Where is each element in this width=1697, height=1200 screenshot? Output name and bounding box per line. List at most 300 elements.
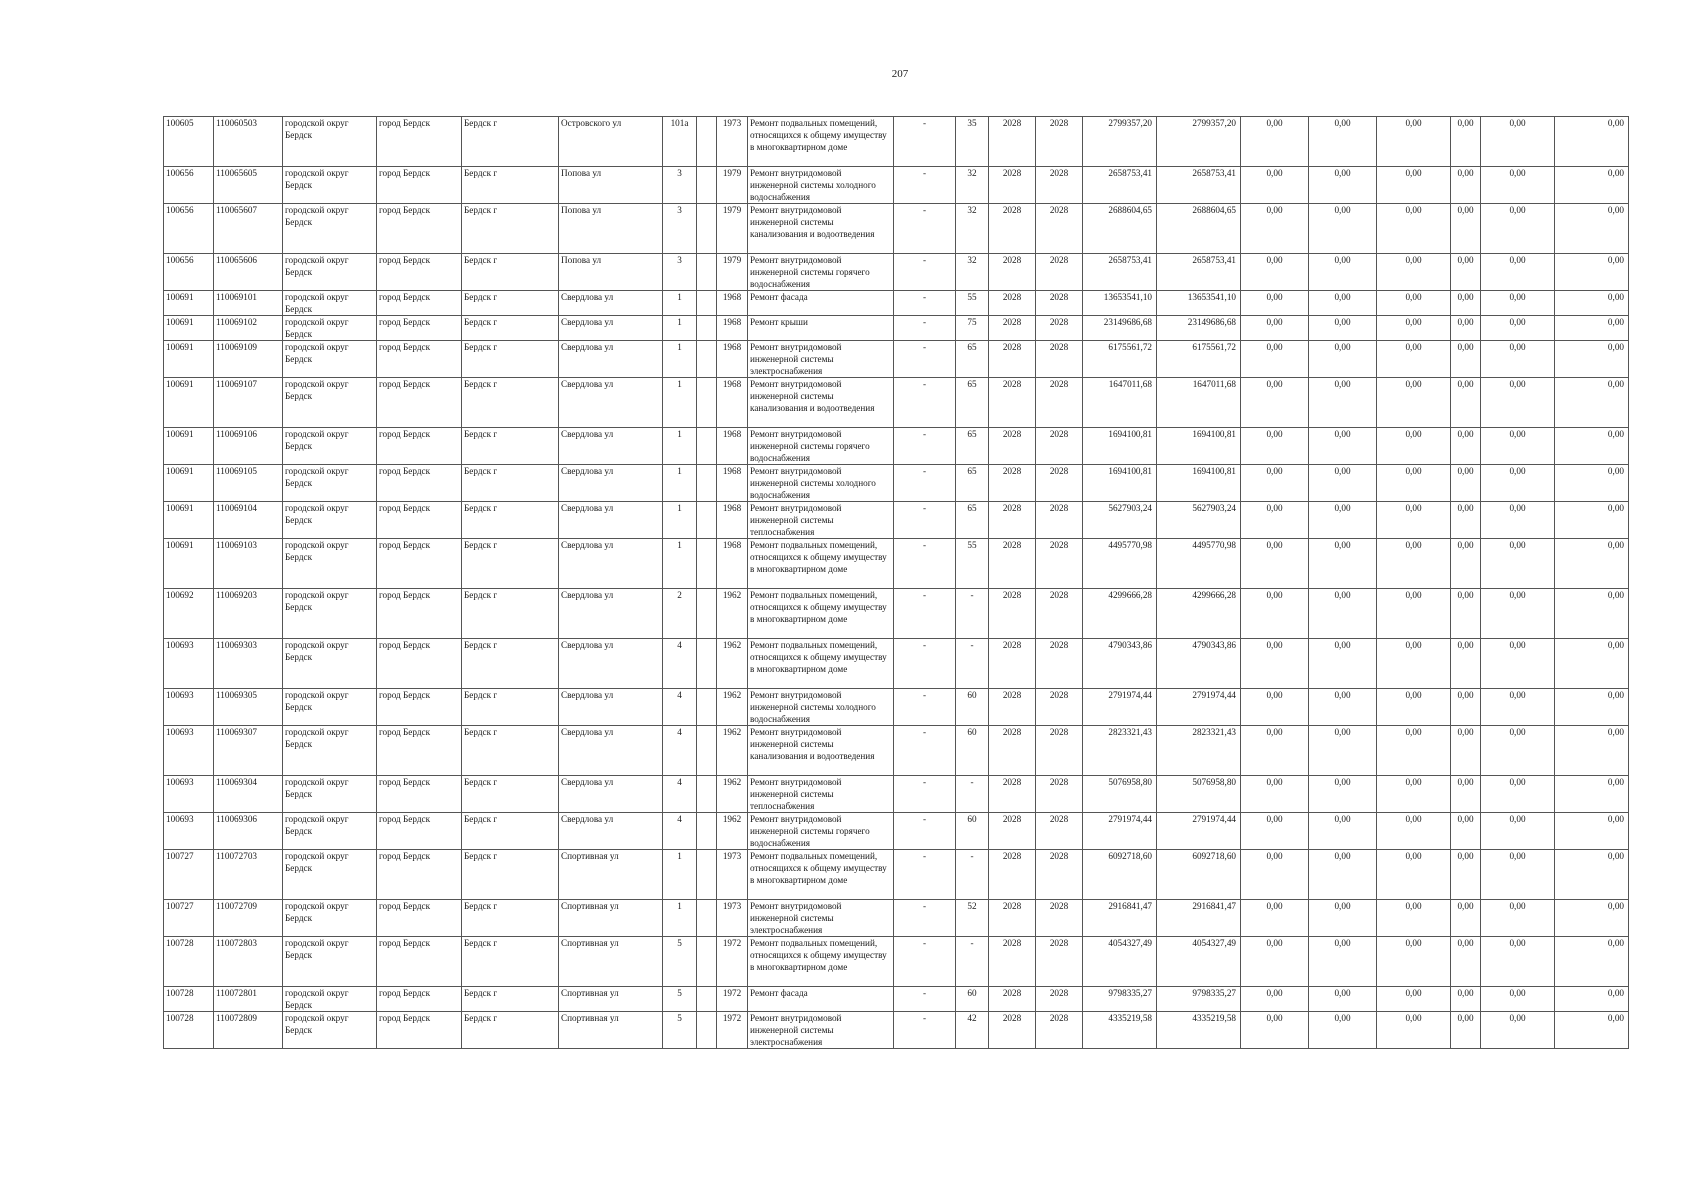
plan-year-start-cell: 2028 bbox=[989, 378, 1036, 428]
amount-cell: 0,00 bbox=[1309, 465, 1377, 502]
amount-cell: 0,00 bbox=[1241, 776, 1309, 813]
street-cell: Свердлова ул bbox=[559, 291, 663, 316]
table-row bbox=[164, 378, 1629, 428]
total-cost-cell: 2688604,65 bbox=[1083, 204, 1157, 254]
municipality-cell: город Бердск bbox=[377, 117, 462, 167]
street-cell: Свердлова ул bbox=[559, 776, 663, 813]
district-cell: городской округ Бердск bbox=[283, 204, 377, 254]
total-cost-cell: 2791974,44 bbox=[1083, 689, 1157, 726]
locality-cell: Бердск г bbox=[462, 937, 559, 987]
amount-cell: 0,00 bbox=[1377, 502, 1451, 539]
amount-cell: 0,00 bbox=[1555, 726, 1629, 776]
build-year-cell: 1968 bbox=[717, 291, 748, 316]
fund-cost-cell: 5076958,80 bbox=[1157, 776, 1241, 813]
amount-cell: 0,00 bbox=[1481, 539, 1555, 589]
fund-cost-cell: 4495770,98 bbox=[1157, 539, 1241, 589]
municipality-cell: город Бердск bbox=[377, 850, 462, 900]
district-cell: городской округ Бердск bbox=[283, 639, 377, 689]
street-cell: Свердлова ул bbox=[559, 316, 663, 341]
house-number-cell: 2 bbox=[663, 589, 697, 639]
build-year-cell: 1968 bbox=[717, 378, 748, 428]
municipality-cell: город Бердск bbox=[377, 589, 462, 639]
dash-cell: - bbox=[894, 502, 956, 539]
plan-year-start-cell: 2028 bbox=[989, 639, 1036, 689]
district-cell: городской округ Бердск bbox=[283, 465, 377, 502]
building-id-cell: 100691 bbox=[164, 316, 214, 341]
amount-cell: 0,00 bbox=[1241, 254, 1309, 291]
locality-cell: Бердск г bbox=[462, 316, 559, 341]
work-type-cell: Ремонт подвальных помещений, относящихся к общему имуществу в многоквартирном доме bbox=[748, 589, 894, 639]
plan-year-end-cell: 2028 bbox=[1036, 1012, 1083, 1049]
build-year-cell: 1973 bbox=[717, 900, 748, 937]
amount-cell: 0,00 bbox=[1377, 726, 1451, 776]
total-cost-cell: 4054327,49 bbox=[1083, 937, 1157, 987]
amount-cell: 0,00 bbox=[1555, 539, 1629, 589]
plan-year-end-cell: 2028 bbox=[1036, 589, 1083, 639]
amount-cell: 0,00 bbox=[1309, 726, 1377, 776]
plan-year-start-cell: 2028 bbox=[989, 316, 1036, 341]
amount-cell: 0,00 bbox=[1481, 589, 1555, 639]
wear-percent-cell: 42 bbox=[956, 1012, 989, 1049]
table-row bbox=[164, 937, 1629, 987]
amount-cell: 0,00 bbox=[1241, 900, 1309, 937]
amount-cell: 0,00 bbox=[1451, 167, 1481, 204]
building-id-cell: 100691 bbox=[164, 539, 214, 589]
plan-year-start-cell: 2028 bbox=[989, 428, 1036, 465]
amount-cell: 0,00 bbox=[1241, 465, 1309, 502]
amount-cell: 0,00 bbox=[1309, 589, 1377, 639]
repair-register-table bbox=[163, 116, 1629, 1049]
amount-cell: 0,00 bbox=[1377, 539, 1451, 589]
building-id-cell: 100693 bbox=[164, 689, 214, 726]
plan-year-start-cell: 2028 bbox=[989, 539, 1036, 589]
dash-cell: - bbox=[894, 167, 956, 204]
building-id-cell: 100727 bbox=[164, 850, 214, 900]
total-cost-cell: 2658753,41 bbox=[1083, 254, 1157, 291]
amount-cell: 0,00 bbox=[1481, 900, 1555, 937]
district-cell: городской округ Бердск bbox=[283, 428, 377, 465]
amount-cell: 0,00 bbox=[1309, 378, 1377, 428]
amount-cell: 0,00 bbox=[1555, 850, 1629, 900]
amount-cell: 0,00 bbox=[1377, 341, 1451, 378]
street-cell: Свердлова ул bbox=[559, 589, 663, 639]
total-cost-cell: 5076958,80 bbox=[1083, 776, 1157, 813]
amount-cell: 0,00 bbox=[1241, 117, 1309, 167]
locality-cell: Бердск г bbox=[462, 589, 559, 639]
amount-cell: 0,00 bbox=[1481, 428, 1555, 465]
empty-cell bbox=[697, 900, 717, 937]
work-type-cell: Ремонт внутридомовой инженерной системы холодного водоснабжения bbox=[748, 167, 894, 204]
amount-cell: 0,00 bbox=[1481, 117, 1555, 167]
amount-cell: 0,00 bbox=[1241, 316, 1309, 341]
street-cell: Свердлова ул bbox=[559, 726, 663, 776]
municipality-cell: город Бердск bbox=[377, 254, 462, 291]
locality-cell: Бердск г bbox=[462, 1012, 559, 1049]
plan-year-start-cell: 2028 bbox=[989, 776, 1036, 813]
work-code-cell: 110069306 bbox=[214, 813, 283, 850]
house-number-cell: 1 bbox=[663, 539, 697, 589]
locality-cell: Бердск г bbox=[462, 639, 559, 689]
plan-year-start-cell: 2028 bbox=[989, 465, 1036, 502]
dash-cell: - bbox=[894, 937, 956, 987]
amount-cell: 0,00 bbox=[1555, 1012, 1629, 1049]
plan-year-start-cell: 2028 bbox=[989, 1012, 1036, 1049]
total-cost-cell: 4335219,58 bbox=[1083, 1012, 1157, 1049]
table-row bbox=[164, 850, 1629, 900]
total-cost-cell: 6175561,72 bbox=[1083, 341, 1157, 378]
district-cell: городской округ Бердск bbox=[283, 502, 377, 539]
amount-cell: 0,00 bbox=[1555, 589, 1629, 639]
district-cell: городской округ Бердск bbox=[283, 167, 377, 204]
table-row bbox=[164, 291, 1629, 316]
wear-percent-cell: - bbox=[956, 639, 989, 689]
municipality-cell: город Бердск bbox=[377, 378, 462, 428]
street-cell: Спортивная ул bbox=[559, 850, 663, 900]
house-number-cell: 4 bbox=[663, 776, 697, 813]
locality-cell: Бердск г bbox=[462, 291, 559, 316]
empty-cell bbox=[697, 167, 717, 204]
wear-percent-cell: 65 bbox=[956, 378, 989, 428]
street-cell: Спортивная ул bbox=[559, 987, 663, 1012]
district-cell: городской округ Бердск bbox=[283, 776, 377, 813]
plan-year-end-cell: 2028 bbox=[1036, 987, 1083, 1012]
work-code-cell: 110069304 bbox=[214, 776, 283, 813]
table-row bbox=[164, 254, 1629, 291]
total-cost-cell: 1647011,68 bbox=[1083, 378, 1157, 428]
locality-cell: Бердск г bbox=[462, 726, 559, 776]
house-number-cell: 1 bbox=[663, 850, 697, 900]
amount-cell: 0,00 bbox=[1481, 291, 1555, 316]
work-type-cell: Ремонт внутридомовой инженерной системы электроснабжения bbox=[748, 341, 894, 378]
amount-cell: 0,00 bbox=[1309, 167, 1377, 204]
municipality-cell: город Бердск bbox=[377, 465, 462, 502]
amount-cell: 0,00 bbox=[1309, 254, 1377, 291]
fund-cost-cell: 6092718,60 bbox=[1157, 850, 1241, 900]
municipality-cell: город Бердск bbox=[377, 813, 462, 850]
dash-cell: - bbox=[894, 987, 956, 1012]
amount-cell: 0,00 bbox=[1555, 428, 1629, 465]
amount-cell: 0,00 bbox=[1451, 428, 1481, 465]
house-number-cell: 1 bbox=[663, 428, 697, 465]
plan-year-start-cell: 2028 bbox=[989, 589, 1036, 639]
locality-cell: Бердск г bbox=[462, 465, 559, 502]
plan-year-end-cell: 2028 bbox=[1036, 291, 1083, 316]
amount-cell: 0,00 bbox=[1555, 117, 1629, 167]
amount-cell: 0,00 bbox=[1241, 937, 1309, 987]
dash-cell: - bbox=[894, 291, 956, 316]
work-type-cell: Ремонт внутридомовой инженерной системы канализования и водоотведения bbox=[748, 204, 894, 254]
locality-cell: Бердск г bbox=[462, 254, 559, 291]
build-year-cell: 1962 bbox=[717, 689, 748, 726]
dash-cell: - bbox=[894, 689, 956, 726]
build-year-cell: 1968 bbox=[717, 341, 748, 378]
district-cell: городской округ Бердск bbox=[283, 900, 377, 937]
plan-year-start-cell: 2028 bbox=[989, 987, 1036, 1012]
work-code-cell: 110072703 bbox=[214, 850, 283, 900]
district-cell: городской округ Бердск bbox=[283, 291, 377, 316]
wear-percent-cell: - bbox=[956, 937, 989, 987]
work-type-cell: Ремонт фасада bbox=[748, 291, 894, 316]
work-type-cell: Ремонт внутридомовой инженерной системы холодного водоснабжения bbox=[748, 689, 894, 726]
amount-cell: 0,00 bbox=[1481, 341, 1555, 378]
total-cost-cell: 13653541,10 bbox=[1083, 291, 1157, 316]
district-cell: городской округ Бердск bbox=[283, 539, 377, 589]
plan-year-start-cell: 2028 bbox=[989, 254, 1036, 291]
amount-cell: 0,00 bbox=[1481, 465, 1555, 502]
fund-cost-cell: 2916841,47 bbox=[1157, 900, 1241, 937]
amount-cell: 0,00 bbox=[1451, 589, 1481, 639]
amount-cell: 0,00 bbox=[1377, 167, 1451, 204]
amount-cell: 0,00 bbox=[1555, 900, 1629, 937]
plan-year-end-cell: 2028 bbox=[1036, 465, 1083, 502]
dash-cell: - bbox=[894, 589, 956, 639]
empty-cell bbox=[697, 254, 717, 291]
table-row bbox=[164, 117, 1629, 167]
amount-cell: 0,00 bbox=[1451, 254, 1481, 291]
empty-cell bbox=[697, 502, 717, 539]
empty-cell bbox=[697, 589, 717, 639]
fund-cost-cell: 2658753,41 bbox=[1157, 167, 1241, 204]
amount-cell: 0,00 bbox=[1241, 689, 1309, 726]
amount-cell: 0,00 bbox=[1241, 1012, 1309, 1049]
wear-percent-cell: - bbox=[956, 850, 989, 900]
street-cell: Свердлова ул bbox=[559, 813, 663, 850]
work-code-cell: 110065606 bbox=[214, 254, 283, 291]
locality-cell: Бердск г bbox=[462, 428, 559, 465]
district-cell: городской округ Бердск bbox=[283, 254, 377, 291]
municipality-cell: город Бердск bbox=[377, 291, 462, 316]
amount-cell: 0,00 bbox=[1555, 291, 1629, 316]
locality-cell: Бердск г bbox=[462, 341, 559, 378]
build-year-cell: 1962 bbox=[717, 726, 748, 776]
wear-percent-cell: 65 bbox=[956, 428, 989, 465]
house-number-cell: 5 bbox=[663, 937, 697, 987]
build-year-cell: 1979 bbox=[717, 204, 748, 254]
municipality-cell: город Бердск bbox=[377, 316, 462, 341]
house-number-cell: 4 bbox=[663, 813, 697, 850]
wear-percent-cell: 55 bbox=[956, 539, 989, 589]
total-cost-cell: 23149686,68 bbox=[1083, 316, 1157, 341]
amount-cell: 0,00 bbox=[1309, 689, 1377, 726]
house-number-cell: 3 bbox=[663, 204, 697, 254]
work-type-cell: Ремонт подвальных помещений, относящихся к общему имуществу в многоквартирном доме bbox=[748, 117, 894, 167]
amount-cell: 0,00 bbox=[1451, 850, 1481, 900]
empty-cell bbox=[697, 639, 717, 689]
amount-cell: 0,00 bbox=[1481, 639, 1555, 689]
amount-cell: 0,00 bbox=[1451, 1012, 1481, 1049]
total-cost-cell: 9798335,27 bbox=[1083, 987, 1157, 1012]
municipality-cell: город Бердск bbox=[377, 987, 462, 1012]
wear-percent-cell: 32 bbox=[956, 204, 989, 254]
building-id-cell: 100727 bbox=[164, 900, 214, 937]
plan-year-start-cell: 2028 bbox=[989, 291, 1036, 316]
amount-cell: 0,00 bbox=[1309, 987, 1377, 1012]
build-year-cell: 1968 bbox=[717, 428, 748, 465]
build-year-cell: 1968 bbox=[717, 539, 748, 589]
build-year-cell: 1968 bbox=[717, 502, 748, 539]
table-row bbox=[164, 167, 1629, 204]
fund-cost-cell: 1694100,81 bbox=[1157, 428, 1241, 465]
district-cell: городской округ Бердск bbox=[283, 726, 377, 776]
amount-cell: 0,00 bbox=[1451, 316, 1481, 341]
building-id-cell: 100691 bbox=[164, 502, 214, 539]
locality-cell: Бердск г bbox=[462, 813, 559, 850]
total-cost-cell: 6092718,60 bbox=[1083, 850, 1157, 900]
building-id-cell: 100693 bbox=[164, 776, 214, 813]
work-type-cell: Ремонт внутридомовой инженерной системы горячего водоснабжения bbox=[748, 428, 894, 465]
work-code-cell: 110069307 bbox=[214, 726, 283, 776]
empty-cell bbox=[697, 776, 717, 813]
house-number-cell: 4 bbox=[663, 726, 697, 776]
build-year-cell: 1962 bbox=[717, 776, 748, 813]
total-cost-cell: 4299666,28 bbox=[1083, 589, 1157, 639]
street-cell: Свердлова ул bbox=[559, 341, 663, 378]
amount-cell: 0,00 bbox=[1481, 987, 1555, 1012]
table-row bbox=[164, 341, 1629, 378]
work-code-cell: 110065605 bbox=[214, 167, 283, 204]
amount-cell: 0,00 bbox=[1241, 589, 1309, 639]
plan-year-end-cell: 2028 bbox=[1036, 539, 1083, 589]
wear-percent-cell: 55 bbox=[956, 291, 989, 316]
amount-cell: 0,00 bbox=[1451, 726, 1481, 776]
district-cell: городской округ Бердск bbox=[283, 689, 377, 726]
build-year-cell: 1962 bbox=[717, 813, 748, 850]
amount-cell: 0,00 bbox=[1309, 428, 1377, 465]
plan-year-end-cell: 2028 bbox=[1036, 341, 1083, 378]
build-year-cell: 1979 bbox=[717, 167, 748, 204]
amount-cell: 0,00 bbox=[1377, 465, 1451, 502]
building-id-cell: 100693 bbox=[164, 726, 214, 776]
work-code-cell: 110069104 bbox=[214, 502, 283, 539]
build-year-cell: 1968 bbox=[717, 465, 748, 502]
amount-cell: 0,00 bbox=[1241, 813, 1309, 850]
plan-year-start-cell: 2028 bbox=[989, 726, 1036, 776]
amount-cell: 0,00 bbox=[1377, 900, 1451, 937]
plan-year-end-cell: 2028 bbox=[1036, 850, 1083, 900]
amount-cell: 0,00 bbox=[1377, 589, 1451, 639]
amount-cell: 0,00 bbox=[1377, 254, 1451, 291]
wear-percent-cell: - bbox=[956, 589, 989, 639]
dash-cell: - bbox=[894, 428, 956, 465]
work-type-cell: Ремонт внутридомовой инженерной системы теплоснабжения bbox=[748, 502, 894, 539]
work-code-cell: 110069101 bbox=[214, 291, 283, 316]
municipality-cell: город Бердск bbox=[377, 167, 462, 204]
plan-year-end-cell: 2028 bbox=[1036, 689, 1083, 726]
table-row bbox=[164, 900, 1629, 937]
plan-year-end-cell: 2028 bbox=[1036, 502, 1083, 539]
table-row bbox=[164, 689, 1629, 726]
street-cell: Свердлова ул bbox=[559, 639, 663, 689]
house-number-cell: 1 bbox=[663, 465, 697, 502]
amount-cell: 0,00 bbox=[1309, 502, 1377, 539]
amount-cell: 0,00 bbox=[1377, 689, 1451, 726]
work-type-cell: Ремонт внутридомовой инженерной системы электроснабжения bbox=[748, 1012, 894, 1049]
amount-cell: 0,00 bbox=[1377, 937, 1451, 987]
amount-cell: 0,00 bbox=[1241, 167, 1309, 204]
dash-cell: - bbox=[894, 465, 956, 502]
table-row bbox=[164, 316, 1629, 341]
dash-cell: - bbox=[894, 900, 956, 937]
amount-cell: 0,00 bbox=[1481, 254, 1555, 291]
building-id-cell: 100693 bbox=[164, 639, 214, 689]
amount-cell: 0,00 bbox=[1241, 987, 1309, 1012]
amount-cell: 0,00 bbox=[1377, 378, 1451, 428]
amount-cell: 0,00 bbox=[1481, 776, 1555, 813]
build-year-cell: 1973 bbox=[717, 117, 748, 167]
table-row bbox=[164, 639, 1629, 689]
wear-percent-cell: 52 bbox=[956, 900, 989, 937]
house-number-cell: 3 bbox=[663, 254, 697, 291]
building-id-cell: 100691 bbox=[164, 341, 214, 378]
district-cell: городской округ Бердск bbox=[283, 813, 377, 850]
building-id-cell: 100605 bbox=[164, 117, 214, 167]
amount-cell: 0,00 bbox=[1555, 316, 1629, 341]
municipality-cell: город Бердск bbox=[377, 502, 462, 539]
locality-cell: Бердск г bbox=[462, 850, 559, 900]
amount-cell: 0,00 bbox=[1309, 341, 1377, 378]
amount-cell: 0,00 bbox=[1377, 639, 1451, 689]
empty-cell bbox=[697, 204, 717, 254]
wear-percent-cell: 32 bbox=[956, 254, 989, 291]
locality-cell: Бердск г bbox=[462, 776, 559, 813]
wear-percent-cell: 65 bbox=[956, 502, 989, 539]
build-year-cell: 1972 bbox=[717, 1012, 748, 1049]
plan-year-end-cell: 2028 bbox=[1036, 776, 1083, 813]
total-cost-cell: 2916841,47 bbox=[1083, 900, 1157, 937]
dash-cell: - bbox=[894, 117, 956, 167]
amount-cell: 0,00 bbox=[1451, 937, 1481, 987]
plan-year-end-cell: 2028 bbox=[1036, 937, 1083, 987]
build-year-cell: 1973 bbox=[717, 850, 748, 900]
amount-cell: 0,00 bbox=[1451, 465, 1481, 502]
build-year-cell: 1962 bbox=[717, 589, 748, 639]
empty-cell bbox=[697, 539, 717, 589]
table-row bbox=[164, 204, 1629, 254]
fund-cost-cell: 13653541,10 bbox=[1157, 291, 1241, 316]
amount-cell: 0,00 bbox=[1241, 428, 1309, 465]
district-cell: городской округ Бердск bbox=[283, 850, 377, 900]
work-type-cell: Ремонт подвальных помещений, относящихся к общему имуществу в многоквартирном доме bbox=[748, 639, 894, 689]
total-cost-cell: 2791974,44 bbox=[1083, 813, 1157, 850]
house-number-cell: 1 bbox=[663, 341, 697, 378]
house-number-cell: 4 bbox=[663, 689, 697, 726]
fund-cost-cell: 2688604,65 bbox=[1157, 204, 1241, 254]
amount-cell: 0,00 bbox=[1481, 937, 1555, 987]
amount-cell: 0,00 bbox=[1555, 204, 1629, 254]
work-type-cell: Ремонт подвальных помещений, относящихся к общему имуществу в многоквартирном доме bbox=[748, 850, 894, 900]
work-code-cell: 110069105 bbox=[214, 465, 283, 502]
plan-year-start-cell: 2028 bbox=[989, 850, 1036, 900]
build-year-cell: 1962 bbox=[717, 639, 748, 689]
dash-cell: - bbox=[894, 726, 956, 776]
build-year-cell: 1979 bbox=[717, 254, 748, 291]
table-row bbox=[164, 428, 1629, 465]
district-cell: городской округ Бердск bbox=[283, 937, 377, 987]
amount-cell: 0,00 bbox=[1241, 639, 1309, 689]
work-type-cell: Ремонт внутридомовой инженерной системы электроснабжения bbox=[748, 900, 894, 937]
plan-year-start-cell: 2028 bbox=[989, 204, 1036, 254]
municipality-cell: город Бердск bbox=[377, 428, 462, 465]
amount-cell: 0,00 bbox=[1555, 341, 1629, 378]
amount-cell: 0,00 bbox=[1377, 117, 1451, 167]
empty-cell bbox=[697, 341, 717, 378]
amount-cell: 0,00 bbox=[1555, 639, 1629, 689]
house-number-cell: 1 bbox=[663, 316, 697, 341]
work-code-cell: 110065607 bbox=[214, 204, 283, 254]
amount-cell: 0,00 bbox=[1451, 987, 1481, 1012]
amount-cell: 0,00 bbox=[1555, 167, 1629, 204]
house-number-cell: 1 bbox=[663, 502, 697, 539]
